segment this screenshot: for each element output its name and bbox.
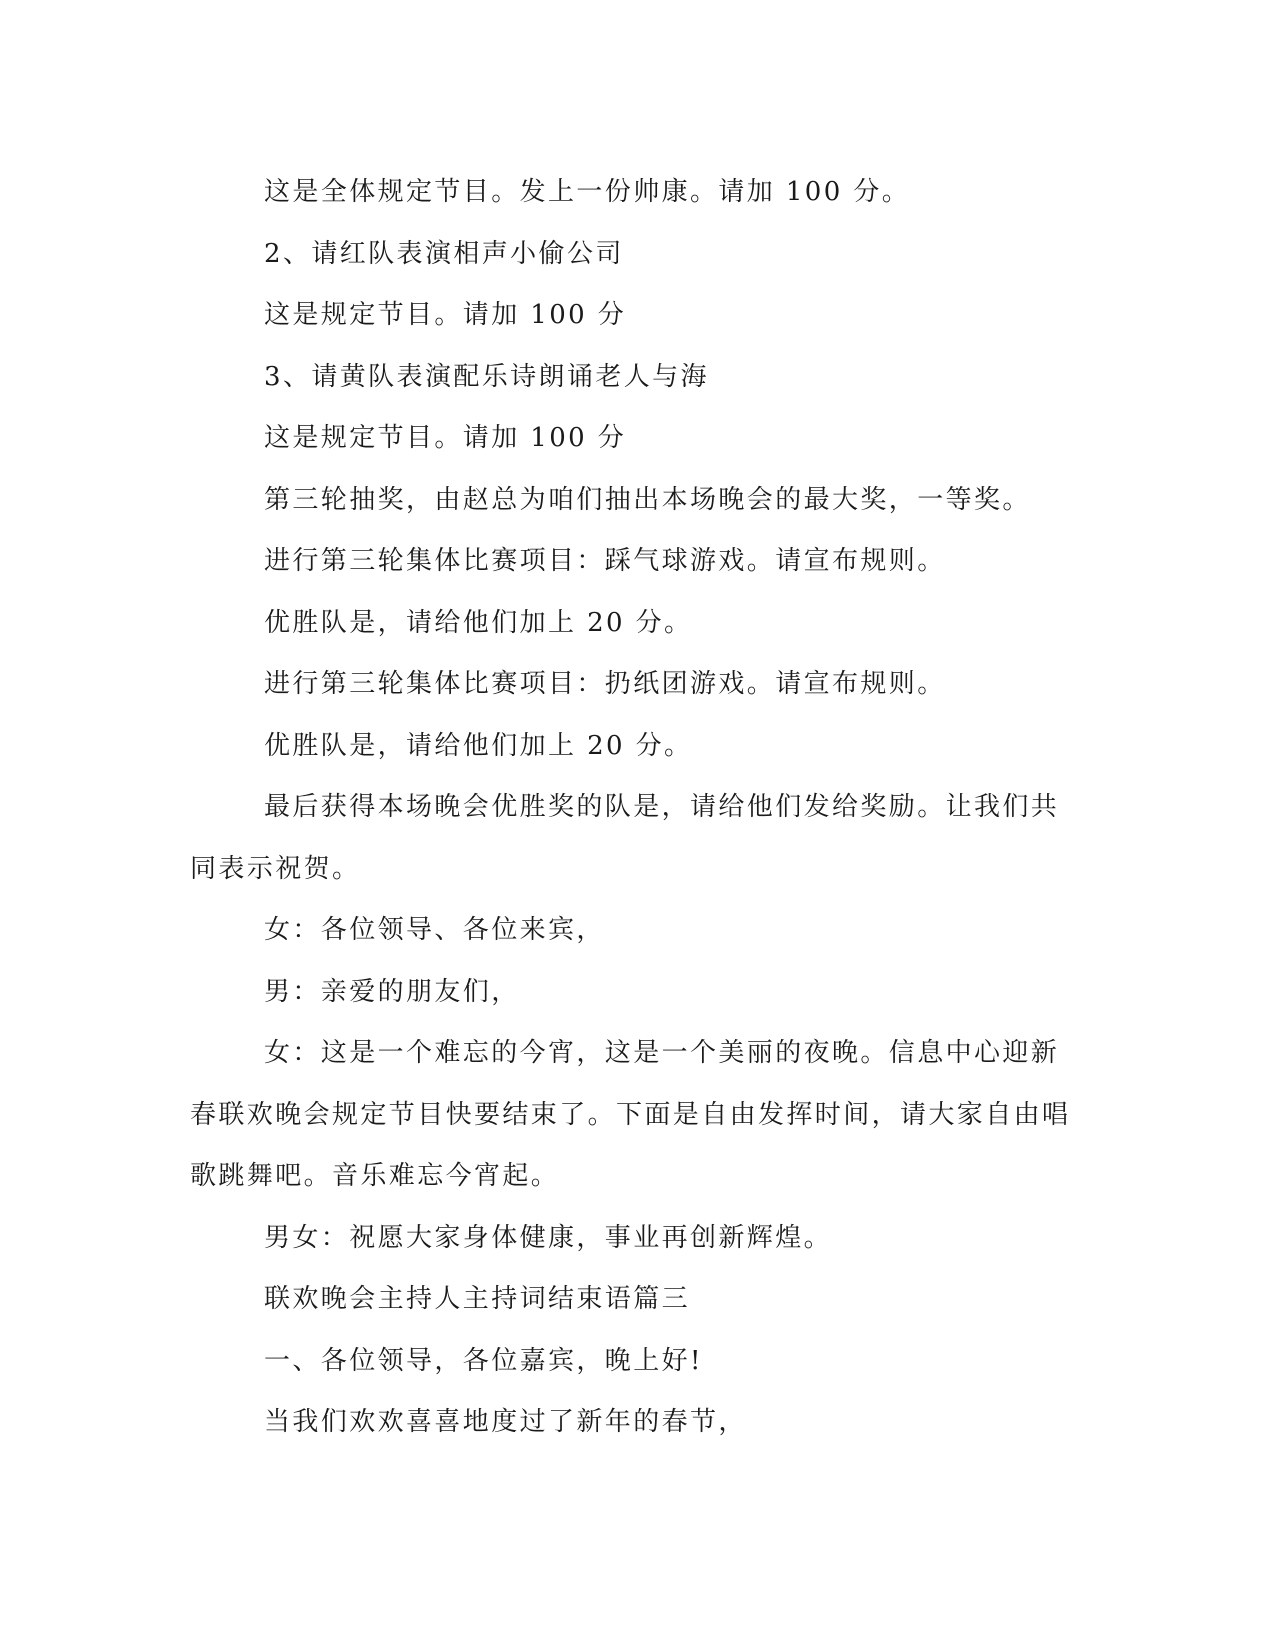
paragraph: 优胜队是，请给他们加上 20 分。 <box>264 607 693 638</box>
paragraph: 优胜队是，请给他们加上 20 分。 <box>264 730 693 761</box>
paragraph: 当我们欢欢喜喜地度过了新年的春节， <box>264 1407 747 1437</box>
paragraph: 最后获得本场晚会优胜奖的队是，请给他们发给奖励。让我们共同表示祝贺。 <box>190 792 1060 884</box>
paragraph: 男：亲爱的朋友们， <box>264 976 520 1007</box>
paragraph: 女：各位领导、各位来宾， <box>264 915 605 945</box>
paragraph: 进行第三轮集体比赛项目：踩气球游戏。请宣布规则。 <box>264 546 946 576</box>
paragraph: 男女：祝愿大家身体健康，事业再创新辉煌。 <box>264 1222 833 1253</box>
document-body <box>190 162 1085 1454</box>
paragraph: 女：这是一个难忘的今宵，这是一个美丽的夜晚。信息中心迎新春联欢晚会规定节目快要结束了。下面是自由发挥时间，请大家自由唱歌跳舞吧。音乐难忘今宵起。 <box>190 1038 1071 1191</box>
paragraph: 这是规定节目。请加 100 分 <box>264 423 627 453</box>
paragraph: 进行第三轮集体比赛项目：扔纸团游戏。请宣布规则。 <box>264 669 946 699</box>
paragraph: 一、各位领导，各位嘉宾，晚上好! <box>264 1345 703 1376</box>
paragraph: 2、请红队表演相声小偷公司 <box>264 238 624 269</box>
paragraph: 这是规定节目。请加 100 分 <box>264 300 627 330</box>
section-heading: 联欢晚会主持人主持词结束语篇三 <box>264 1284 691 1314</box>
paragraph: 这是全体规定节目。发上一份帅康。请加 100 分。 <box>264 177 911 207</box>
paragraph: 3、请黄队表演配乐诗朗诵老人与海 <box>264 361 709 392</box>
paragraph: 第三轮抽奖，由赵总为咱们抽出本场晚会的最大奖，一等奖。 <box>264 484 1031 515</box>
